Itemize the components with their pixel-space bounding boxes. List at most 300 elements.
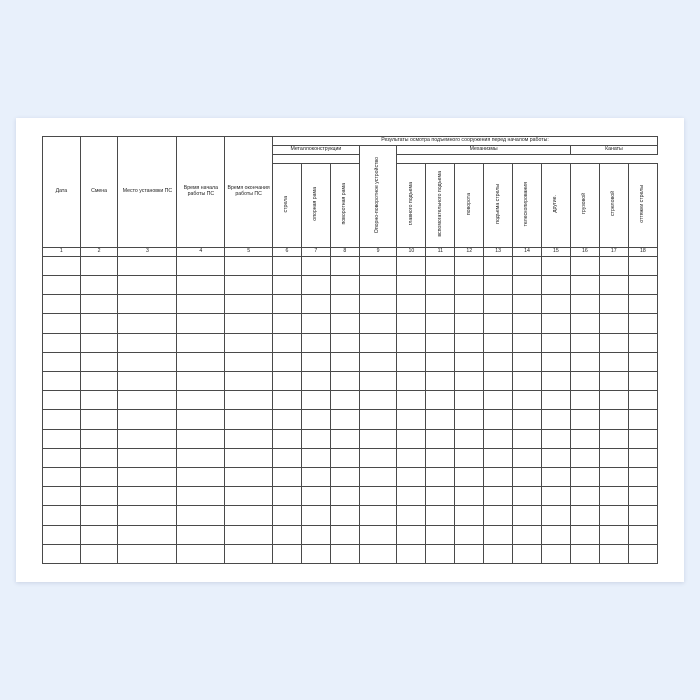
table-row[interactable] [43, 333, 658, 352]
table-cell[interactable] [570, 487, 599, 506]
table-cell[interactable] [541, 467, 570, 486]
table-cell[interactable] [484, 506, 513, 525]
table-row[interactable] [43, 391, 658, 410]
table-row[interactable] [43, 275, 658, 294]
table-cell[interactable] [301, 352, 330, 371]
table-cell[interactable] [397, 371, 426, 390]
table-cell[interactable] [301, 410, 330, 429]
table-row[interactable] [43, 487, 658, 506]
table-cell[interactable] [455, 275, 484, 294]
table-cell[interactable] [541, 544, 570, 563]
table-cell[interactable] [80, 391, 118, 410]
table-cell[interactable] [359, 448, 397, 467]
table-cell[interactable] [225, 429, 273, 448]
table-cell[interactable] [426, 371, 455, 390]
table-cell[interactable] [273, 410, 302, 429]
table-cell[interactable] [455, 410, 484, 429]
table-cell[interactable] [118, 391, 177, 410]
table-cell[interactable] [330, 256, 359, 275]
table-cell[interactable] [397, 295, 426, 314]
table-cell[interactable] [599, 429, 628, 448]
table-cell[interactable] [177, 544, 225, 563]
table-cell[interactable] [359, 410, 397, 429]
table-cell[interactable] [484, 544, 513, 563]
table-cell[interactable] [513, 391, 542, 410]
table-cell[interactable] [225, 295, 273, 314]
table-cell[interactable] [301, 544, 330, 563]
table-cell[interactable] [273, 333, 302, 352]
table-cell[interactable] [541, 333, 570, 352]
table-cell[interactable] [330, 467, 359, 486]
table-cell[interactable] [513, 410, 542, 429]
table-cell[interactable] [80, 506, 118, 525]
table-cell[interactable] [301, 467, 330, 486]
table-cell[interactable] [80, 275, 118, 294]
table-cell[interactable] [80, 448, 118, 467]
table-cell[interactable] [330, 448, 359, 467]
table-row[interactable] [43, 295, 658, 314]
table-cell[interactable] [484, 391, 513, 410]
table-cell[interactable] [43, 487, 81, 506]
table-cell[interactable] [484, 525, 513, 544]
table-cell[interactable] [426, 487, 455, 506]
table-cell[interactable] [455, 314, 484, 333]
table-cell[interactable] [330, 487, 359, 506]
table-cell[interactable] [273, 314, 302, 333]
table-cell[interactable] [484, 352, 513, 371]
table-cell[interactable] [455, 429, 484, 448]
table-cell[interactable] [484, 333, 513, 352]
table-cell[interactable] [541, 275, 570, 294]
table-cell[interactable] [484, 295, 513, 314]
table-cell[interactable] [426, 295, 455, 314]
table-cell[interactable] [80, 487, 118, 506]
table-cell[interactable] [484, 256, 513, 275]
table-cell[interactable] [484, 487, 513, 506]
table-cell[interactable] [273, 467, 302, 486]
table-cell[interactable] [43, 544, 81, 563]
table-cell[interactable] [301, 371, 330, 390]
table-cell[interactable] [513, 467, 542, 486]
table-cell[interactable] [628, 314, 657, 333]
table-cell[interactable] [43, 275, 81, 294]
table-cell[interactable] [273, 371, 302, 390]
table-row[interactable] [43, 467, 658, 486]
table-cell[interactable] [330, 525, 359, 544]
table-cell[interactable] [359, 544, 397, 563]
table-cell[interactable] [225, 467, 273, 486]
table-row[interactable] [43, 410, 658, 429]
table-cell[interactable] [118, 467, 177, 486]
table-cell[interactable] [455, 256, 484, 275]
table-cell[interactable] [397, 256, 426, 275]
table-cell[interactable] [570, 295, 599, 314]
table-cell[interactable] [628, 448, 657, 467]
table-cell[interactable] [225, 314, 273, 333]
table-cell[interactable] [43, 525, 81, 544]
table-cell[interactable] [628, 410, 657, 429]
table-cell[interactable] [397, 275, 426, 294]
table-cell[interactable] [599, 314, 628, 333]
table-cell[interactable] [541, 295, 570, 314]
table-cell[interactable] [273, 487, 302, 506]
table-cell[interactable] [43, 391, 81, 410]
table-cell[interactable] [359, 256, 397, 275]
table-cell[interactable] [225, 544, 273, 563]
table-cell[interactable] [426, 314, 455, 333]
table-cell[interactable] [301, 448, 330, 467]
table-cell[interactable] [397, 352, 426, 371]
table-cell[interactable] [541, 525, 570, 544]
table-cell[interactable] [570, 275, 599, 294]
table-cell[interactable] [426, 275, 455, 294]
table-cell[interactable] [397, 448, 426, 467]
table-cell[interactable] [455, 333, 484, 352]
table-cell[interactable] [599, 506, 628, 525]
table-cell[interactable] [177, 506, 225, 525]
table-cell[interactable] [225, 448, 273, 467]
table-cell[interactable] [513, 333, 542, 352]
table-cell[interactable] [513, 352, 542, 371]
table-cell[interactable] [397, 314, 426, 333]
table-cell[interactable] [359, 352, 397, 371]
table-cell[interactable] [177, 487, 225, 506]
table-cell[interactable] [273, 391, 302, 410]
table-cell[interactable] [426, 256, 455, 275]
table-cell[interactable] [599, 256, 628, 275]
table-cell[interactable] [455, 525, 484, 544]
table-cell[interactable] [397, 410, 426, 429]
table-cell[interactable] [330, 410, 359, 429]
table-row[interactable] [43, 352, 658, 371]
table-cell[interactable] [273, 544, 302, 563]
table-cell[interactable] [628, 429, 657, 448]
table-cell[interactable] [330, 352, 359, 371]
table-cell[interactable] [177, 429, 225, 448]
table-cell[interactable] [43, 295, 81, 314]
table-cell[interactable] [628, 506, 657, 525]
table-cell[interactable] [484, 410, 513, 429]
table-cell[interactable] [397, 333, 426, 352]
table-cell[interactable] [513, 371, 542, 390]
table-cell[interactable] [118, 333, 177, 352]
table-cell[interactable] [330, 371, 359, 390]
table-cell[interactable] [426, 525, 455, 544]
table-cell[interactable] [570, 410, 599, 429]
table-cell[interactable] [397, 487, 426, 506]
table-cell[interactable] [330, 295, 359, 314]
table-cell[interactable] [225, 487, 273, 506]
table-cell[interactable] [426, 352, 455, 371]
table-cell[interactable] [177, 256, 225, 275]
table-cell[interactable] [273, 352, 302, 371]
table-cell[interactable] [118, 371, 177, 390]
table-cell[interactable] [225, 352, 273, 371]
table-cell[interactable] [330, 391, 359, 410]
table-cell[interactable] [118, 429, 177, 448]
table-cell[interactable] [484, 448, 513, 467]
table-cell[interactable] [225, 525, 273, 544]
table-cell[interactable] [80, 333, 118, 352]
table-cell[interactable] [330, 333, 359, 352]
table-cell[interactable] [599, 371, 628, 390]
table-cell[interactable] [455, 544, 484, 563]
table-cell[interactable] [177, 391, 225, 410]
table-cell[interactable] [359, 391, 397, 410]
table-cell[interactable] [570, 333, 599, 352]
table-cell[interactable] [599, 544, 628, 563]
table-cell[interactable] [599, 487, 628, 506]
table-cell[interactable] [301, 275, 330, 294]
table-cell[interactable] [225, 410, 273, 429]
table-cell[interactable] [570, 256, 599, 275]
table-cell[interactable] [330, 275, 359, 294]
table-cell[interactable] [570, 371, 599, 390]
table-cell[interactable] [455, 506, 484, 525]
table-cell[interactable] [570, 391, 599, 410]
table-cell[interactable] [80, 371, 118, 390]
table-cell[interactable] [273, 525, 302, 544]
table-cell[interactable] [118, 544, 177, 563]
table-cell[interactable] [301, 333, 330, 352]
table-cell[interactable] [80, 352, 118, 371]
table-cell[interactable] [177, 352, 225, 371]
table-cell[interactable] [570, 544, 599, 563]
table-cell[interactable] [513, 487, 542, 506]
table-cell[interactable] [397, 467, 426, 486]
table-cell[interactable] [513, 275, 542, 294]
table-cell[interactable] [80, 314, 118, 333]
table-cell[interactable] [43, 314, 81, 333]
table-cell[interactable] [541, 314, 570, 333]
table-cell[interactable] [513, 295, 542, 314]
table-cell[interactable] [177, 333, 225, 352]
table-cell[interactable] [301, 314, 330, 333]
table-cell[interactable] [273, 256, 302, 275]
table-cell[interactable] [599, 333, 628, 352]
table-cell[interactable] [455, 487, 484, 506]
table-cell[interactable] [484, 275, 513, 294]
table-row[interactable] [43, 429, 658, 448]
table-cell[interactable] [397, 506, 426, 525]
table-cell[interactable] [541, 448, 570, 467]
table-cell[interactable] [628, 487, 657, 506]
table-cell[interactable] [80, 467, 118, 486]
table-cell[interactable] [301, 487, 330, 506]
table-cell[interactable] [43, 467, 81, 486]
table-cell[interactable] [570, 467, 599, 486]
table-cell[interactable] [628, 391, 657, 410]
table-cell[interactable] [177, 448, 225, 467]
table-cell[interactable] [426, 467, 455, 486]
table-cell[interactable] [359, 371, 397, 390]
table-cell[interactable] [541, 256, 570, 275]
table-cell[interactable] [225, 256, 273, 275]
table-cell[interactable] [301, 506, 330, 525]
table-cell[interactable] [118, 314, 177, 333]
table-cell[interactable] [359, 487, 397, 506]
table-cell[interactable] [599, 295, 628, 314]
table-cell[interactable] [118, 275, 177, 294]
table-cell[interactable] [301, 391, 330, 410]
table-cell[interactable] [541, 352, 570, 371]
table-cell[interactable] [599, 352, 628, 371]
table-cell[interactable] [273, 275, 302, 294]
table-cell[interactable] [397, 544, 426, 563]
table-cell[interactable] [599, 525, 628, 544]
table-cell[interactable] [455, 371, 484, 390]
table-cell[interactable] [513, 525, 542, 544]
table-cell[interactable] [541, 429, 570, 448]
table-cell[interactable] [330, 429, 359, 448]
table-cell[interactable] [118, 448, 177, 467]
table-cell[interactable] [225, 391, 273, 410]
table-cell[interactable] [513, 506, 542, 525]
table-cell[interactable] [599, 467, 628, 486]
table-cell[interactable] [455, 352, 484, 371]
table-cell[interactable] [397, 429, 426, 448]
table-cell[interactable] [359, 314, 397, 333]
table-cell[interactable] [118, 410, 177, 429]
table-cell[interactable] [513, 314, 542, 333]
table-cell[interactable] [225, 371, 273, 390]
table-cell[interactable] [330, 314, 359, 333]
table-cell[interactable] [513, 448, 542, 467]
table-row[interactable] [43, 448, 658, 467]
table-cell[interactable] [359, 295, 397, 314]
table-cell[interactable] [513, 256, 542, 275]
table-cell[interactable] [43, 371, 81, 390]
table-cell[interactable] [628, 295, 657, 314]
table-cell[interactable] [118, 295, 177, 314]
table-cell[interactable] [426, 544, 455, 563]
table-cell[interactable] [225, 506, 273, 525]
table-cell[interactable] [177, 275, 225, 294]
table-cell[interactable] [118, 352, 177, 371]
table-cell[interactable] [118, 256, 177, 275]
table-cell[interactable] [570, 506, 599, 525]
table-cell[interactable] [80, 410, 118, 429]
table-cell[interactable] [359, 275, 397, 294]
table-cell[interactable] [599, 275, 628, 294]
table-cell[interactable] [359, 525, 397, 544]
table-cell[interactable] [541, 506, 570, 525]
table-cell[interactable] [80, 544, 118, 563]
table-cell[interactable] [301, 256, 330, 275]
table-row[interactable] [43, 371, 658, 390]
table-cell[interactable] [426, 333, 455, 352]
table-cell[interactable] [330, 544, 359, 563]
table-cell[interactable] [177, 410, 225, 429]
table-cell[interactable] [628, 275, 657, 294]
table-cell[interactable] [426, 448, 455, 467]
table-cell[interactable] [273, 506, 302, 525]
table-cell[interactable] [570, 429, 599, 448]
table-cell[interactable] [301, 295, 330, 314]
table-cell[interactable] [513, 429, 542, 448]
table-cell[interactable] [570, 448, 599, 467]
table-cell[interactable] [43, 506, 81, 525]
table-cell[interactable] [484, 429, 513, 448]
table-row[interactable] [43, 506, 658, 525]
table-cell[interactable] [359, 467, 397, 486]
table-cell[interactable] [628, 352, 657, 371]
table-cell[interactable] [43, 352, 81, 371]
table-cell[interactable] [80, 256, 118, 275]
table-cell[interactable] [301, 429, 330, 448]
table-cell[interactable] [455, 391, 484, 410]
table-cell[interactable] [118, 506, 177, 525]
table-cell[interactable] [426, 410, 455, 429]
table-cell[interactable] [301, 525, 330, 544]
table-cell[interactable] [273, 429, 302, 448]
table-cell[interactable] [426, 429, 455, 448]
table-cell[interactable] [80, 525, 118, 544]
table-cell[interactable] [541, 371, 570, 390]
table-cell[interactable] [570, 314, 599, 333]
table-cell[interactable] [426, 391, 455, 410]
table-cell[interactable] [43, 410, 81, 429]
table-cell[interactable] [484, 314, 513, 333]
table-cell[interactable] [118, 487, 177, 506]
table-cell[interactable] [599, 391, 628, 410]
table-row[interactable] [43, 525, 658, 544]
table-cell[interactable] [455, 467, 484, 486]
table-cell[interactable] [628, 467, 657, 486]
table-cell[interactable] [273, 448, 302, 467]
table-cell[interactable] [43, 256, 81, 275]
table-cell[interactable] [330, 506, 359, 525]
table-cell[interactable] [570, 352, 599, 371]
table-cell[interactable] [599, 448, 628, 467]
table-cell[interactable] [177, 525, 225, 544]
table-cell[interactable] [177, 467, 225, 486]
table-cell[interactable] [628, 333, 657, 352]
table-cell[interactable] [513, 544, 542, 563]
table-cell[interactable] [484, 467, 513, 486]
table-cell[interactable] [80, 429, 118, 448]
table-cell[interactable] [43, 333, 81, 352]
table-cell[interactable] [273, 295, 302, 314]
table-cell[interactable] [177, 314, 225, 333]
table-row[interactable] [43, 256, 658, 275]
table-cell[interactable] [359, 506, 397, 525]
table-cell[interactable] [359, 333, 397, 352]
table-cell[interactable] [628, 371, 657, 390]
table-cell[interactable] [484, 371, 513, 390]
table-cell[interactable] [397, 525, 426, 544]
table-cell[interactable] [43, 448, 81, 467]
table-cell[interactable] [541, 487, 570, 506]
table-cell[interactable] [628, 525, 657, 544]
table-row[interactable] [43, 544, 658, 563]
table-cell[interactable] [177, 371, 225, 390]
table-cell[interactable] [455, 448, 484, 467]
table-cell[interactable] [225, 333, 273, 352]
table-row[interactable] [43, 314, 658, 333]
table-cell[interactable] [628, 544, 657, 563]
table-cell[interactable] [177, 295, 225, 314]
table-cell[interactable] [599, 410, 628, 429]
table-cell[interactable] [118, 525, 177, 544]
table-cell[interactable] [43, 429, 81, 448]
table-cell[interactable] [628, 256, 657, 275]
table-cell[interactable] [541, 410, 570, 429]
table-cell[interactable] [426, 506, 455, 525]
table-cell[interactable] [455, 295, 484, 314]
table-cell[interactable] [225, 275, 273, 294]
table-cell[interactable] [570, 525, 599, 544]
